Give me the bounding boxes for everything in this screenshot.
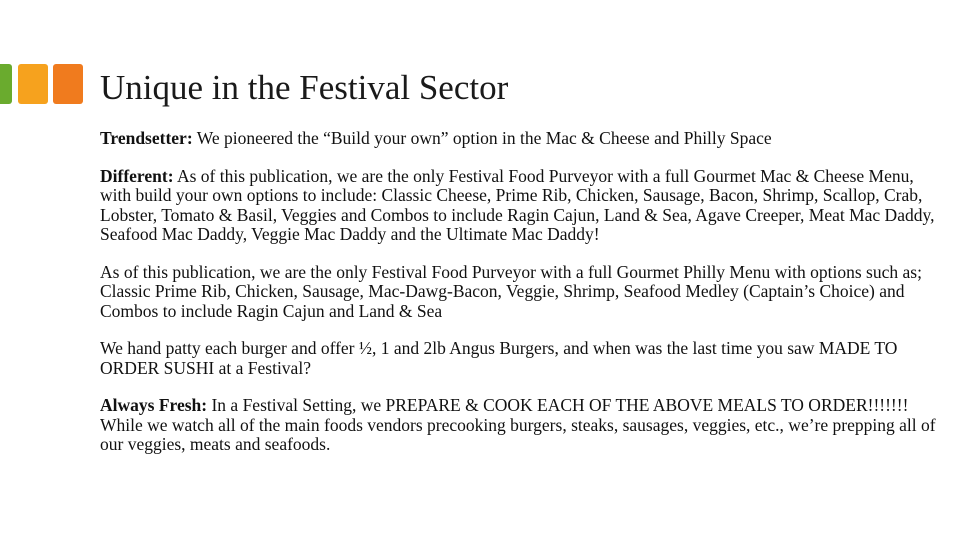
accent-bar-green — [0, 64, 12, 104]
paragraph-always-fresh — [100, 396, 945, 455]
paragraph-philly — [100, 263, 945, 322]
paragraph-trendsetter — [100, 129, 945, 149]
paragraph-lead: Trendsetter: — [100, 128, 193, 148]
paragraph-text: As of this publication, we are the only Festival Food Purveyor with a full Gourmet Mac & Cheese Menu, with build your own options to include: Classic Cheese, Prime Rib, Chicken, Sausage, Bacon, Shrimp, Scallop, Crab, Lobster, Tomato & Basil, Veggies and Combos to include Ragin Cajun, Land & Sea, Agave Creeper, Meat Mac Daddy, Seafood Mac Daddy, Veggie Mac Daddy and the Ultimate Mac Daddy! — [100, 165, 935, 244]
paragraph-lead: Different: — [100, 165, 174, 186]
slide-title: Unique in the Festival Sector — [100, 68, 509, 107]
paragraph-different — [100, 167, 945, 245]
accent-bar-yellow — [18, 64, 48, 104]
paragraph-text: As of this publication, we are the only Festival Food Purveyor with a full Gourmet Philly Menu with options such as; Classic Prime Rib, Chicken, Sausage, Mac-Dawg-Bacon, Veggie, Shrimp, Seafood Medley (Captain’s Choice) and Combos to include Ragin Cajun and Land & Sea — [100, 261, 922, 321]
paragraph-text: In a Festival Setting, we PREPARE & COOK EACH OF THE ABOVE MEALS TO ORDER!!!!!!! While we watch all of the main foods vendors precooking burgers, steaks, sausages, veggies, etc., we’re prepping all of our veggies, meats and seafoods. — [100, 395, 936, 454]
slide-body — [100, 129, 945, 473]
paragraph-text: We hand patty each burger and offer ½, 1 and 2lb Angus Burgers, and when was the last time you saw MADE TO ORDER SUSHI at a Festival? — [100, 338, 898, 378]
accent-bar-orange — [53, 64, 83, 104]
paragraph-burgers — [100, 339, 945, 378]
paragraph-lead: Always Fresh: — [100, 395, 208, 415]
paragraph-text: We pioneered the “Build your own” option in the Mac & Cheese and Philly Space — [192, 128, 772, 148]
